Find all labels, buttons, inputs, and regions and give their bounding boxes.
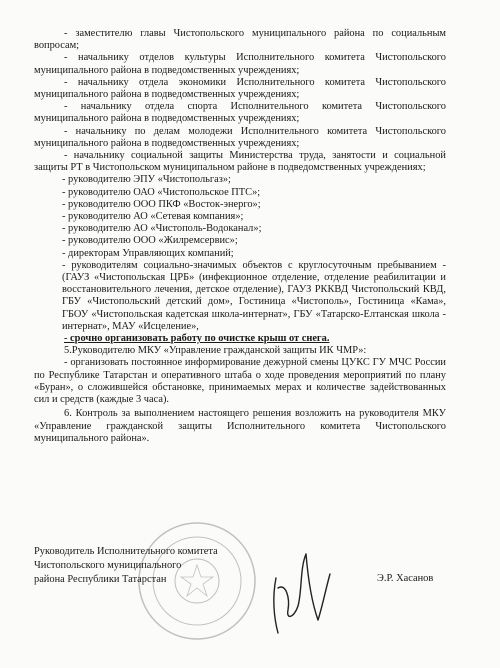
- signer-title-line-3: района Республики Татарстан: [34, 574, 167, 585]
- paragraph-social-protection: - начальнику социальной защиты Министерства труда, занятости и социальной защиты РТ в Чистопольском муниципальном районе в подведомственных учреждениях;: [34, 150, 446, 174]
- paragraph-social-objects: - руководителям социально-значимых объектов с круглосуточным пребыванием -(ГАУЗ «Чистопольская ЦРБ» (инфекционное отделение, отделение реабилитации и восстановительного лечения, детское отделение), ГАУЗ РККВД Чистопольский КВД, ГБУ «Чистопольский детский дом», Гостиница «Чистополь», Гостиница «Кама», ГБОУ «Чистопольская кадетская школа-интернат», ГБУ «Татарско-Елтанская школа - интернат», МАУ «Исцеление»,: [62, 259, 446, 332]
- list-item: - руководителю ООО ПКФ «Восток-энерго»;: [62, 198, 261, 210]
- list-item: - руководителю АО «Чистополь-Водоканал»;: [62, 223, 262, 235]
- paragraph-culture-dept: - начальнику отделов культуры Исполнительного комитета Чистопольского муниципального района в подведомственных учреждениях;: [34, 52, 446, 76]
- signer-title-line-2: Чистопольского муниципального: [34, 560, 182, 571]
- paragraph-roof-cleaning: - срочно организовать работу по очистке крыш от снега.: [64, 333, 330, 345]
- paragraph-economy-dept: - начальнику отдела экономики Исполнительного комитета Чистопольского муниципального района в подведомственных учреждениях;: [34, 76, 446, 101]
- paragraph-sport-dept: - начальнику отдела спорта Исполнительного комитета Чистопольского муниципального района в подведомственных учреждениях;: [34, 101, 446, 125]
- paragraph-informing: - организовать постоянное информирование дежурной смены ЦУКС ГУ МЧС России по Республике Татарстан и оперативного штаба о ходе проведения мероприятий по плану «Буран», о сложившейся обстановке, принимаемых мерах и количестве задействованных сил и средств (каждые 3 часа).: [34, 357, 446, 406]
- paragraph-youth-dept: - начальнику по делам молодежи Исполнительного комитета Чистопольского муниципального района в подведомственных учреждениях;: [34, 125, 446, 149]
- signer-title-line-1: Руководитель Исполнительного комитета: [34, 546, 218, 557]
- document-body: [34, 28, 446, 445]
- paragraph-item-6: 6. Контроль за выполнением настоящего решения возложить на руководителя МКУ «Управление гражданской защиты Исполнительного комитета Чистопольского муниципального района».: [34, 408, 446, 444]
- list-item: - руководителю ООО «Жилремсервис»;: [62, 235, 238, 247]
- list-item: - руководителю ОАО «Чистопольское ПТС»;: [62, 186, 261, 198]
- recipient-list: [34, 174, 446, 259]
- signature-block: [34, 545, 218, 587]
- signer-name: Э.Р. Хасанов: [377, 573, 434, 584]
- paragraph-deputy-head: - заместителю главы Чистопольского муниципального района по социальным вопросам;: [34, 28, 446, 52]
- paragraph-item-5: 5.Руководителю МКУ «Управление гражданской защиты ИК ЧМР»:: [64, 345, 367, 357]
- list-item: - руководителю АО «Сетевая компания»;: [62, 211, 244, 223]
- list-item: - руководителю ЭПУ «Чистопольгаз»;: [62, 174, 231, 186]
- handwritten-signature: [268, 548, 338, 638]
- list-item: - директорам Управляющих компаний;: [62, 247, 234, 259]
